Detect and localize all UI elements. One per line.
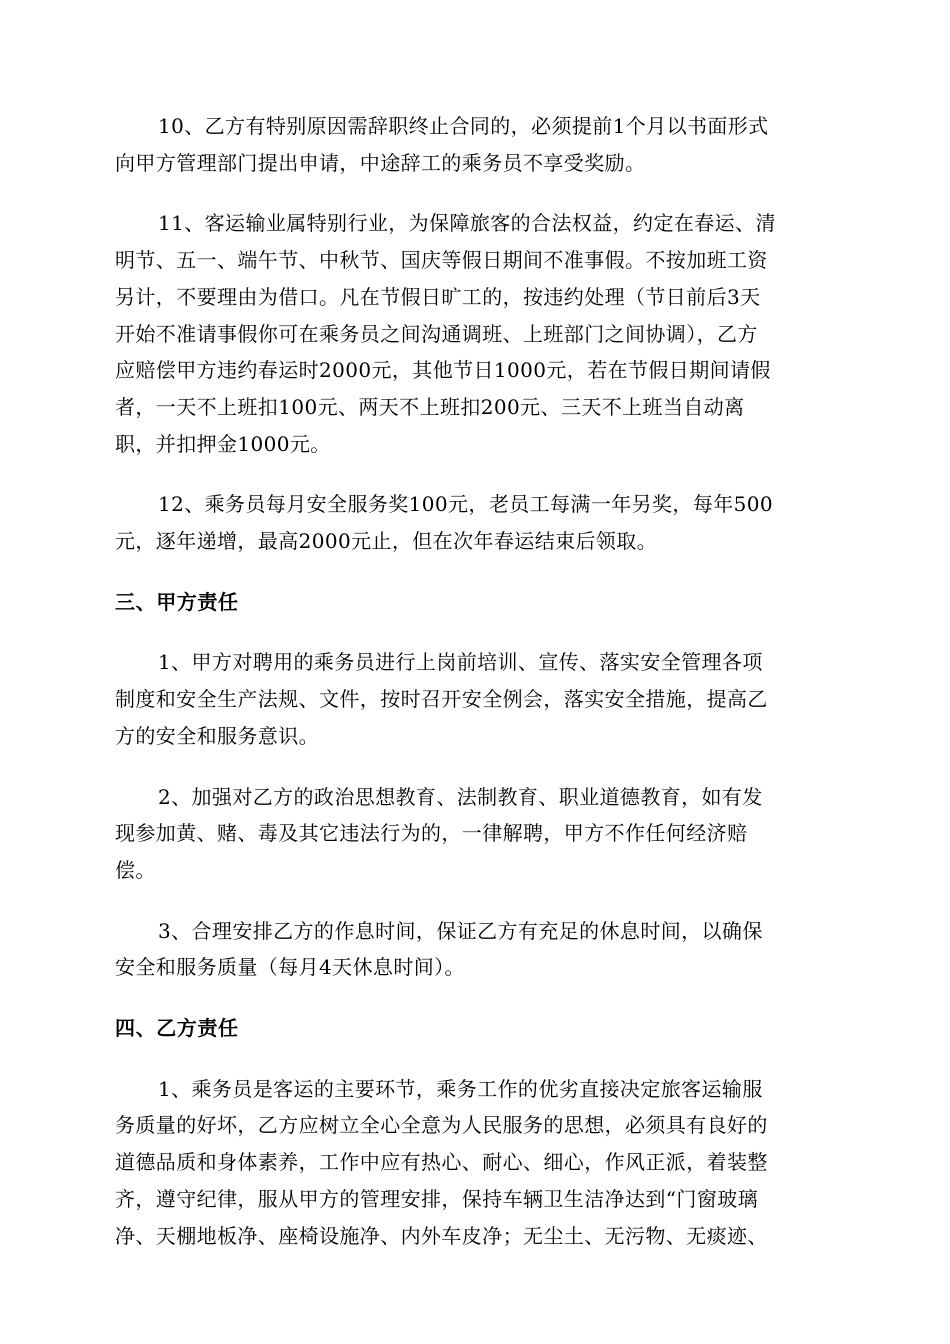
section-heading-party-a-duties: 三、甲方责任 (115, 589, 239, 614)
text-line: 另计，不要理由为借口。凡在节假日旷工的，按违约处理（节日前后3天 (115, 284, 761, 309)
text-line: 10、乙方有特别原因需辞职终止合同的，必须提前1个月以书面形式 (158, 114, 769, 138)
text-line: 3、合理安排乙方的作息时间，保证乙方有充足的休息时间，以确保 (158, 918, 763, 943)
text-line: 1、乘务员是客运的主要环节，乘务工作的优劣直接决定旅客运输服 (158, 1076, 763, 1101)
text-line: 现参加黄、赌、毒及其它违法行为的，一律解聘，甲方不作任何经济赔 (115, 821, 748, 846)
text-line: 开始不准请事假你可在乘务员之间沟通调班、上班部门之间协调），乙方 (115, 321, 758, 346)
text-line: 12、乘务员每月安全服务奖100元，老员工每满一年另奖，每年500 (158, 492, 773, 517)
text-line: 明节、五一、端午节、中秋节、国庆等假日期间不准事假。不按加班工资 (115, 248, 768, 273)
text-line: 道德品质和身体素养，工作中应有热心、耐心、细心，作风正派，着装整 (115, 1150, 768, 1175)
text-line: 净、天棚地板净、座椅设施净、内外车皮净；无尘土、无污物、无痰迹、 (115, 1223, 768, 1248)
party-a-clause-1-paragraph (115, 644, 833, 754)
text-line: 方的安全和服务意识。 (115, 723, 319, 748)
party-a-clause-2-paragraph (115, 779, 833, 889)
text-line: 1、甲方对聘用的乘务员进行上岗前培训、宣传、落实安全管理各项 (158, 650, 763, 675)
section-heading-party-b-duties: 四、乙方责任 (115, 1016, 239, 1041)
text-line: 齐，遵守纪律，服从甲方的管理安排，保持车辆卫生洁净达到“门窗玻璃 (115, 1186, 759, 1211)
text-line: 务质量的好坏，乙方应树立全心全意为人民服务的思想，必须具有良好的 (115, 1113, 768, 1138)
text-line: 职，并扣押金1000元。 (115, 431, 331, 456)
document-page (115, 108, 833, 1278)
text-line: 应赔偿甲方违约春运时2000元，其他节日1000元，若在节假日期间请假 (115, 358, 771, 383)
text-line: 偿。 (115, 857, 156, 882)
party-a-clause-3-paragraph (115, 913, 833, 986)
text-line: 11、客运输业属特别行业，为保障旅客的合法权益，约定在春运、清 (158, 211, 776, 236)
party-b-clause-1-paragraph (115, 1071, 833, 1255)
clause-11-paragraph (115, 205, 833, 462)
text-line: 2、加强对乙方的政治思想教育、法制教育、职业道德教育，如有发 (158, 784, 763, 809)
text-line: 制度和安全生产法规、文件，按时召开安全例会，落实安全措施，提高乙 (115, 687, 768, 712)
text-line: 向甲方管理部门提出申请，中途辞工的乘务员不享受奖励。 (115, 150, 646, 175)
clause-12-paragraph (115, 486, 833, 559)
text-line: 安全和服务质量（每月4天休息时间）。 (115, 955, 465, 980)
clause-10-paragraph (115, 108, 833, 181)
text-line: 者，一天不上班扣100元、两天不上班扣200元、三天不上班当自动离 (115, 394, 745, 419)
text-line: 元，逐年递增，最高2000元止，但在次年春运结束后领取。 (115, 529, 658, 554)
